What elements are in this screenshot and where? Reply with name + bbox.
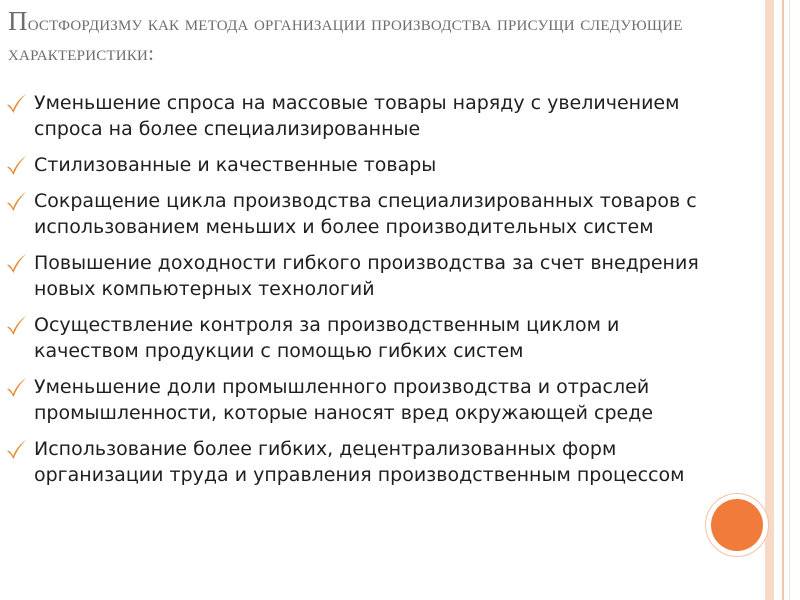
list-item	[0, 374, 780, 426]
list-item	[0, 152, 780, 178]
title-first-letter: П	[8, 6, 28, 36]
bullet-text: Повышение доходности гибкого производства за счет внедрения новых компьютерных технологий	[34, 252, 699, 300]
bullet-text: Стилизованные и качественные товары	[34, 154, 437, 176]
checkmark-icon	[4, 154, 28, 178]
bullet-text: Сокращение цикла производства специализированных товаров с использованием меньших и более производительных систем	[34, 190, 697, 238]
checkmark-icon	[4, 190, 28, 214]
bullet-text: Уменьшение спроса на массовые товары наряду с увеличением спроса на более специализированные	[34, 92, 680, 140]
bullet-text: Уменьшение доли промышленного производства и отраслей промышленности, которые наносят вред окружающей среде	[34, 376, 654, 424]
decorative-circle	[711, 499, 763, 551]
bullet-text: Осуществление контроля за производственным циклом и качеством продукции с помощью гибких систем	[34, 314, 620, 362]
bullet-list	[0, 90, 780, 498]
checkmark-icon	[4, 314, 28, 338]
list-item	[0, 90, 780, 142]
list-item	[0, 188, 780, 240]
decorative-line	[782, 0, 784, 600]
bullet-text: Использование более гибких, децентрализованных форм организации труда и управления производственным процессом	[34, 438, 685, 486]
decorative-line-outer	[789, 0, 790, 600]
list-item	[0, 436, 780, 488]
checkmark-icon	[4, 376, 28, 400]
list-item	[0, 312, 780, 364]
slide-title	[8, 6, 768, 68]
title-text: остфордизму как метода организации производства присущи следующие характеристики:	[8, 11, 683, 65]
checkmark-icon	[4, 92, 28, 116]
checkmark-icon	[4, 438, 28, 462]
list-item	[0, 250, 780, 302]
checkmark-icon	[4, 252, 28, 276]
